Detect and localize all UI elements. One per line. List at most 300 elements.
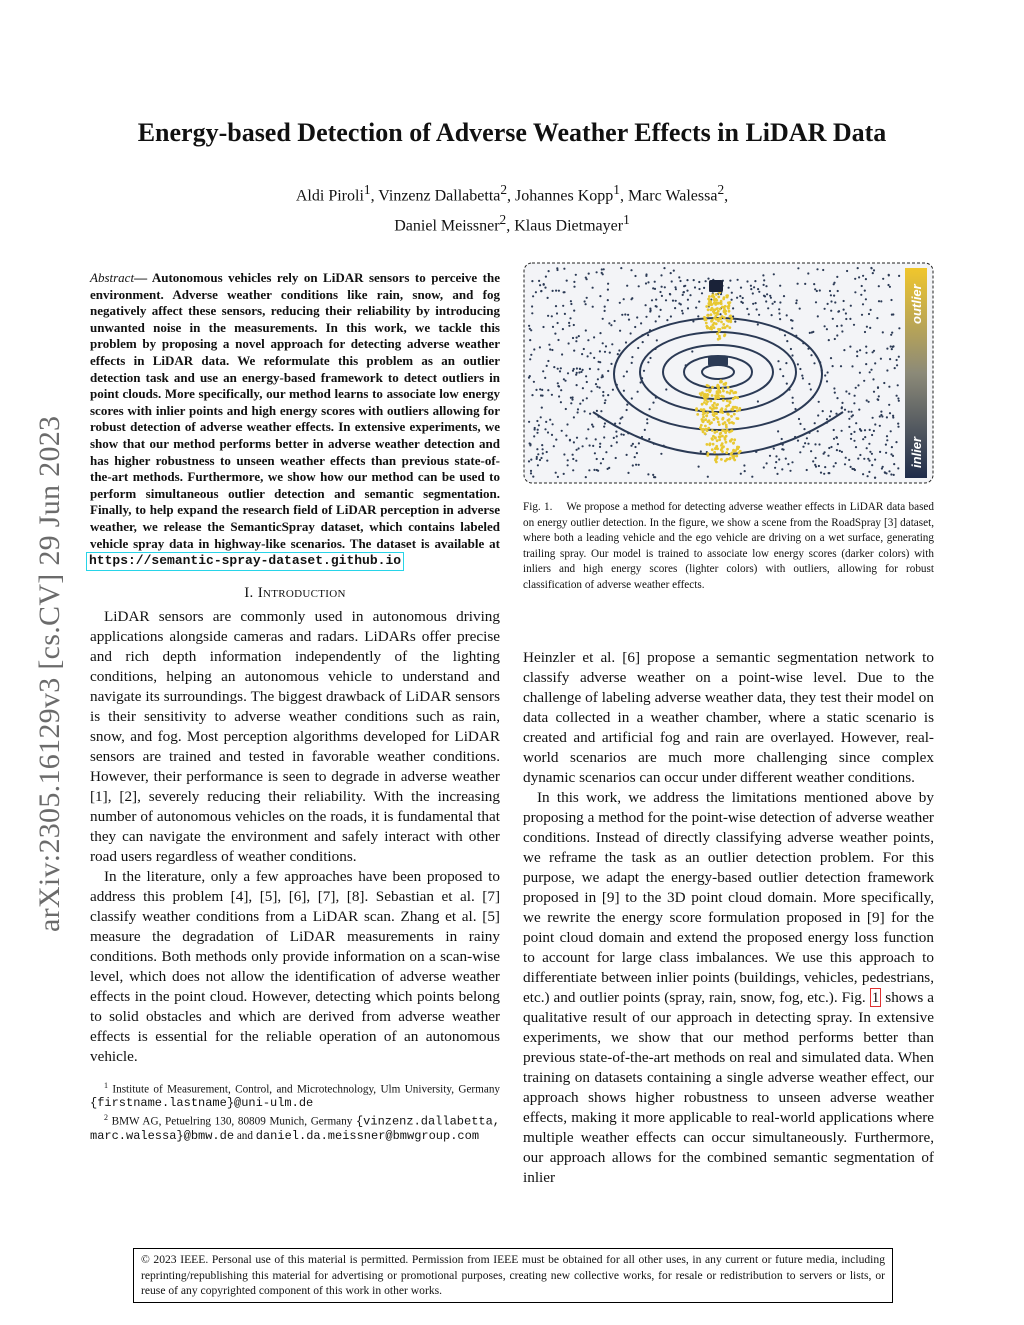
point: [627, 472, 629, 474]
point: [536, 458, 538, 460]
point: [578, 447, 580, 449]
point: [549, 348, 551, 350]
point: [670, 315, 672, 317]
point: [896, 395, 898, 397]
point: [868, 460, 870, 462]
point: [822, 269, 824, 271]
point: [586, 297, 588, 299]
point: [787, 463, 789, 465]
point: [551, 315, 553, 317]
point: [843, 300, 845, 302]
point: [719, 433, 722, 436]
point: [533, 381, 535, 383]
point: [557, 368, 559, 370]
point: [815, 301, 817, 303]
point: [568, 322, 570, 324]
point: [856, 351, 858, 353]
point: [621, 416, 623, 418]
point: [716, 392, 719, 395]
point: [597, 378, 599, 380]
point: [791, 461, 793, 463]
point: [703, 408, 706, 411]
point: [853, 431, 855, 433]
point: [870, 369, 872, 371]
point: [601, 376, 603, 378]
point: [595, 383, 597, 385]
point: [647, 361, 649, 363]
point: [834, 301, 836, 303]
point: [704, 399, 707, 402]
point: [754, 280, 756, 282]
point: [545, 276, 547, 278]
point: [857, 458, 859, 460]
point: [717, 302, 720, 305]
point: [762, 274, 764, 276]
point: [824, 466, 826, 468]
point: [547, 315, 549, 317]
point: [680, 303, 682, 305]
right-paragraph-2-part-a: In this work, we address the limitations mentioned above by proposing a method for the point-wise detection of adverse weather conditions. Instead of directly classifying adverse weather points, we reframe the task as an outlier detection problem. For this purpose, we adapt the energy-based outlier detection framework proposed in [9] to the 3D point cloud domain. More specifically, we rewrite the energy score formulation proposed in [9] for the point cloud domain and extend the proposed energy loss function to account for large class imbalances. We use this approach to differentiate between inlier points (buildings, vehicles, pedestrians, etc.) and outlier points (spray, rain, snow, fog, etc.). Fig.: [523, 789, 934, 1006]
point: [894, 367, 896, 369]
point: [846, 270, 848, 272]
point: [783, 295, 785, 297]
point: [850, 433, 852, 435]
point: [557, 385, 559, 387]
point: [555, 305, 557, 307]
point: [736, 297, 738, 299]
point: [885, 452, 887, 454]
point: [661, 295, 663, 297]
point: [548, 344, 550, 346]
point: [830, 300, 832, 302]
point: [567, 372, 569, 374]
point: [610, 445, 612, 447]
point: [678, 276, 680, 278]
point: [732, 442, 735, 445]
point: [898, 400, 900, 402]
point: [882, 278, 884, 280]
point: [769, 455, 771, 457]
point: [891, 446, 893, 448]
point: [713, 402, 716, 405]
dataset-url-link[interactable]: https://semantic-spray-dataset.github.io: [86, 552, 404, 571]
point: [874, 362, 876, 364]
point: [849, 346, 851, 348]
point: [583, 348, 585, 350]
abstract-lead: Abstract: [90, 270, 135, 285]
point: [728, 326, 731, 329]
point: [700, 450, 702, 452]
point: [604, 422, 606, 424]
point: [866, 447, 868, 449]
point: [808, 383, 810, 385]
left-column: [90, 270, 500, 1143]
affiliation-mark: 1: [363, 182, 371, 197]
point: [882, 466, 884, 468]
point: [572, 458, 574, 460]
point: [540, 290, 542, 292]
point: [727, 419, 730, 422]
author-list: [120, 178, 904, 239]
point: [737, 446, 740, 449]
point: [889, 358, 891, 360]
point: [799, 368, 801, 370]
point: [734, 406, 737, 409]
point: [867, 458, 869, 460]
point: [700, 428, 703, 431]
point: [538, 424, 540, 426]
point: [649, 357, 651, 359]
point: [647, 281, 649, 283]
point: [552, 326, 554, 328]
point: [874, 459, 876, 461]
point: [854, 469, 856, 471]
point: [596, 469, 598, 471]
point: [715, 293, 718, 296]
point: [727, 301, 730, 304]
point: [626, 371, 628, 373]
point: [729, 401, 732, 404]
point: [654, 281, 656, 283]
point: [752, 303, 754, 305]
point: [773, 448, 775, 450]
point: [763, 295, 765, 297]
figure-reference-link[interactable]: 1: [871, 989, 880, 1006]
point: [730, 389, 733, 392]
point: [817, 414, 819, 416]
point: [864, 429, 866, 431]
point: [790, 319, 792, 321]
point: [897, 423, 899, 425]
point: [725, 441, 728, 444]
point: [724, 333, 727, 336]
point: [687, 299, 689, 301]
point: [670, 272, 672, 274]
point: [637, 391, 639, 393]
point: [698, 281, 700, 283]
point: [697, 315, 699, 317]
point: [806, 469, 808, 471]
point: [636, 452, 638, 454]
point: [708, 304, 711, 307]
point: [891, 332, 893, 334]
point: [532, 295, 534, 297]
point: [585, 303, 587, 305]
point: [696, 413, 699, 416]
point: [739, 295, 741, 297]
point: [895, 441, 897, 443]
point: [645, 275, 647, 277]
point: [609, 352, 611, 354]
point: [871, 434, 873, 436]
point: [881, 415, 883, 417]
point: [716, 403, 719, 406]
point: [700, 394, 703, 397]
point: [649, 310, 651, 312]
point: [797, 283, 799, 285]
point: [836, 397, 838, 399]
point: [744, 470, 746, 472]
point: [615, 457, 617, 459]
point: [782, 449, 784, 451]
point: [630, 332, 632, 334]
point: [705, 414, 708, 417]
point: [711, 319, 714, 322]
point: [836, 276, 838, 278]
point: [845, 390, 847, 392]
point: [769, 295, 771, 297]
point: [807, 443, 809, 445]
point: [890, 334, 892, 336]
point: [618, 349, 620, 351]
point: [854, 278, 856, 280]
point: [573, 441, 575, 443]
point: [541, 407, 543, 409]
point: [827, 455, 829, 457]
point: [753, 286, 755, 288]
point: [628, 319, 630, 321]
point: [626, 404, 628, 406]
point: [663, 267, 665, 269]
point: [726, 294, 729, 297]
point: [841, 330, 843, 332]
point: [841, 451, 843, 453]
point: [817, 315, 819, 317]
point: [596, 271, 598, 273]
point: [714, 447, 717, 450]
point: [890, 473, 892, 475]
point: [779, 301, 781, 303]
abstract: [90, 270, 500, 571]
point: [883, 382, 885, 384]
point: [830, 294, 832, 296]
point: [818, 465, 820, 467]
point: [897, 397, 899, 399]
point: [719, 313, 721, 315]
point: [548, 270, 550, 272]
point: [818, 443, 820, 445]
point: [836, 449, 838, 451]
point: [828, 472, 830, 474]
point: [604, 351, 606, 353]
point: [620, 433, 622, 435]
point: [634, 326, 636, 328]
point: [807, 272, 809, 274]
footnote-2-conjunction: and: [236, 1129, 253, 1142]
point: [619, 422, 621, 424]
point: [580, 371, 582, 373]
point: [719, 317, 722, 320]
footnote-1-text: Institute of Measurement, Control, and Microtechnology, Ulm University, Germany: [112, 1083, 501, 1096]
point: [700, 424, 703, 427]
point: [692, 320, 694, 322]
point: [557, 322, 559, 324]
point: [602, 458, 604, 460]
point: [880, 300, 882, 302]
abstract-text: — Autonomous vehicles rely on LiDAR sensors to perceive the environment. Adverse weather conditions like rain, snow, and fog negatively affect these sensors, reducing their reliability by introducing unwanted noise in the measurements. In this work, we tackle this problem by proposing a novel approach for detecting adverse weather effects in LiDAR data. We reformulate this problem as an outlier detection task and use an energy-based framework to detect outliers in point clouds. More specifically, our method learns to associate low energy scores with inlier points and high energy scores with outliers allowing for robust detection of adverse weather effects. In extensive experiments, we show that our method performs better in adverse weather detection and has higher robustness to unseen weather effects than previous state-of-the-art methods. Furthermore, we show how our method can be used to perform simultaneous outlier detection and semantic segmentation. Finally, to help expand the research field of LiDAR perception in adverse weather, we release the SemanticSpray dataset, which contains labeled vehicle spray data in highway-like scenarios. The dataset is available at: [90, 270, 500, 551]
point: [551, 434, 553, 436]
point: [772, 303, 774, 305]
point: [802, 446, 804, 448]
section-number: I.: [244, 584, 254, 601]
point: [713, 299, 716, 302]
point: [816, 268, 818, 270]
point: [625, 341, 627, 343]
point: [774, 467, 776, 469]
point: [861, 285, 863, 287]
footnote-2-email: {vinzenz.dallabetta, marc.walessa}@bmw.de: [90, 1114, 500, 1143]
point: [715, 416, 718, 419]
point: [799, 423, 801, 425]
affiliation-mark: 1: [613, 182, 620, 197]
point: [573, 368, 575, 370]
point: [746, 308, 748, 310]
point: [706, 454, 709, 457]
point: [664, 286, 666, 288]
point: [799, 451, 801, 453]
point: [530, 470, 532, 472]
author-line-1: Aldi Piroli$^1$, Vinzenz Dallabetta$^2$, Johannes Kopp$^1$, Marc Walessa$^2$,: [295, 182, 729, 205]
point: [541, 444, 543, 446]
point: [833, 387, 835, 389]
point: [562, 328, 564, 330]
point: [865, 363, 867, 365]
point: [599, 332, 601, 334]
point: [571, 399, 573, 401]
point: [593, 469, 595, 471]
point: [854, 395, 856, 397]
point: [542, 370, 544, 372]
point: [732, 307, 734, 309]
point: [707, 476, 709, 478]
point: [722, 395, 725, 398]
point: [634, 456, 636, 458]
point: [750, 285, 752, 287]
point: [712, 418, 715, 421]
point: [579, 403, 581, 405]
point: [711, 438, 714, 441]
point: [723, 311, 726, 314]
point: [718, 438, 721, 441]
point: [602, 395, 604, 397]
point: [757, 288, 759, 290]
point: [602, 391, 604, 393]
point: [652, 287, 654, 289]
point: [873, 430, 875, 432]
point: [586, 381, 588, 383]
point: [631, 297, 633, 299]
point: [742, 302, 744, 304]
point: [630, 445, 632, 447]
point: [709, 400, 712, 403]
point: [569, 317, 571, 319]
point: [701, 403, 704, 406]
point: [561, 430, 563, 432]
point: [728, 287, 730, 289]
point: [786, 314, 788, 316]
point: [702, 430, 705, 433]
point: [716, 439, 719, 442]
point: [713, 296, 716, 299]
point: [885, 472, 887, 474]
affiliation-mark: 2: [499, 212, 507, 228]
point: [862, 473, 864, 475]
point: [563, 291, 565, 293]
point: [577, 408, 579, 410]
point: [563, 453, 565, 455]
point: [820, 472, 822, 474]
point: [698, 288, 700, 290]
point: [731, 455, 734, 458]
point: [814, 443, 816, 445]
point: [864, 331, 866, 333]
point: [655, 299, 657, 301]
point: [763, 466, 765, 468]
point: [862, 303, 864, 305]
right-paragraph-1: Heinzler et al. [6] propose a semantic segmentation network to classify adverse weather on a point-wise level. Due to the challenge of labeling adverse weather data, they test their model on data collected in a weather chamber, where a static scenario is created and artificial fog and rain are overlayed. However, real-world scenarios are much more challenging since complex dynamic scenarios can occur under different weather conditions.: [523, 649, 934, 786]
point: [694, 286, 696, 288]
point: [643, 370, 645, 372]
point: [779, 368, 781, 370]
point: [570, 300, 572, 302]
point: [530, 472, 532, 474]
point: [757, 400, 759, 402]
point: [873, 391, 875, 393]
right-column: [523, 648, 934, 1188]
point: [836, 325, 838, 327]
point: [738, 409, 741, 412]
point: [560, 367, 562, 369]
colorbar-label-inlier: inlier: [909, 436, 924, 468]
point: [599, 350, 601, 352]
point: [714, 459, 717, 462]
point: [627, 314, 629, 316]
point: [581, 353, 583, 355]
point: [740, 473, 742, 475]
point: [707, 278, 709, 280]
point: [613, 437, 615, 439]
point: [713, 302, 716, 305]
point: [565, 435, 567, 437]
point: [531, 305, 533, 307]
point: [721, 442, 724, 445]
point: [779, 318, 781, 320]
point: [722, 390, 725, 393]
point: [540, 457, 542, 459]
point: [634, 275, 636, 277]
point: [872, 417, 874, 419]
point: [828, 447, 830, 449]
point: [726, 391, 729, 394]
point: [715, 308, 718, 311]
point: [547, 389, 549, 391]
point: [651, 299, 653, 301]
figure-1-point-cloud: [523, 262, 934, 484]
point: [679, 280, 681, 282]
caption-text: We propose a method for detecting adverse weather effects in LiDAR data based on energy outlier detection. In the figure, we show a scene from the RoadSpray [3] dataset, where both a leading vehicle and the ego vehicle are driving on a wet surface, generating trailing spray. Our model is trained to associate low energy scores (darker colors) with inliers and high energy scores (lighter colors) with outliers, allowing for robust classification of adverse weather effects.: [523, 501, 934, 591]
point: [605, 451, 607, 453]
point: [833, 465, 835, 467]
point: [623, 298, 625, 300]
point: [898, 327, 900, 329]
point: [859, 372, 861, 374]
point: [582, 399, 584, 401]
point: [630, 269, 632, 271]
point: [649, 308, 651, 310]
point: [711, 429, 714, 432]
point: [607, 289, 609, 291]
point: [589, 368, 591, 370]
